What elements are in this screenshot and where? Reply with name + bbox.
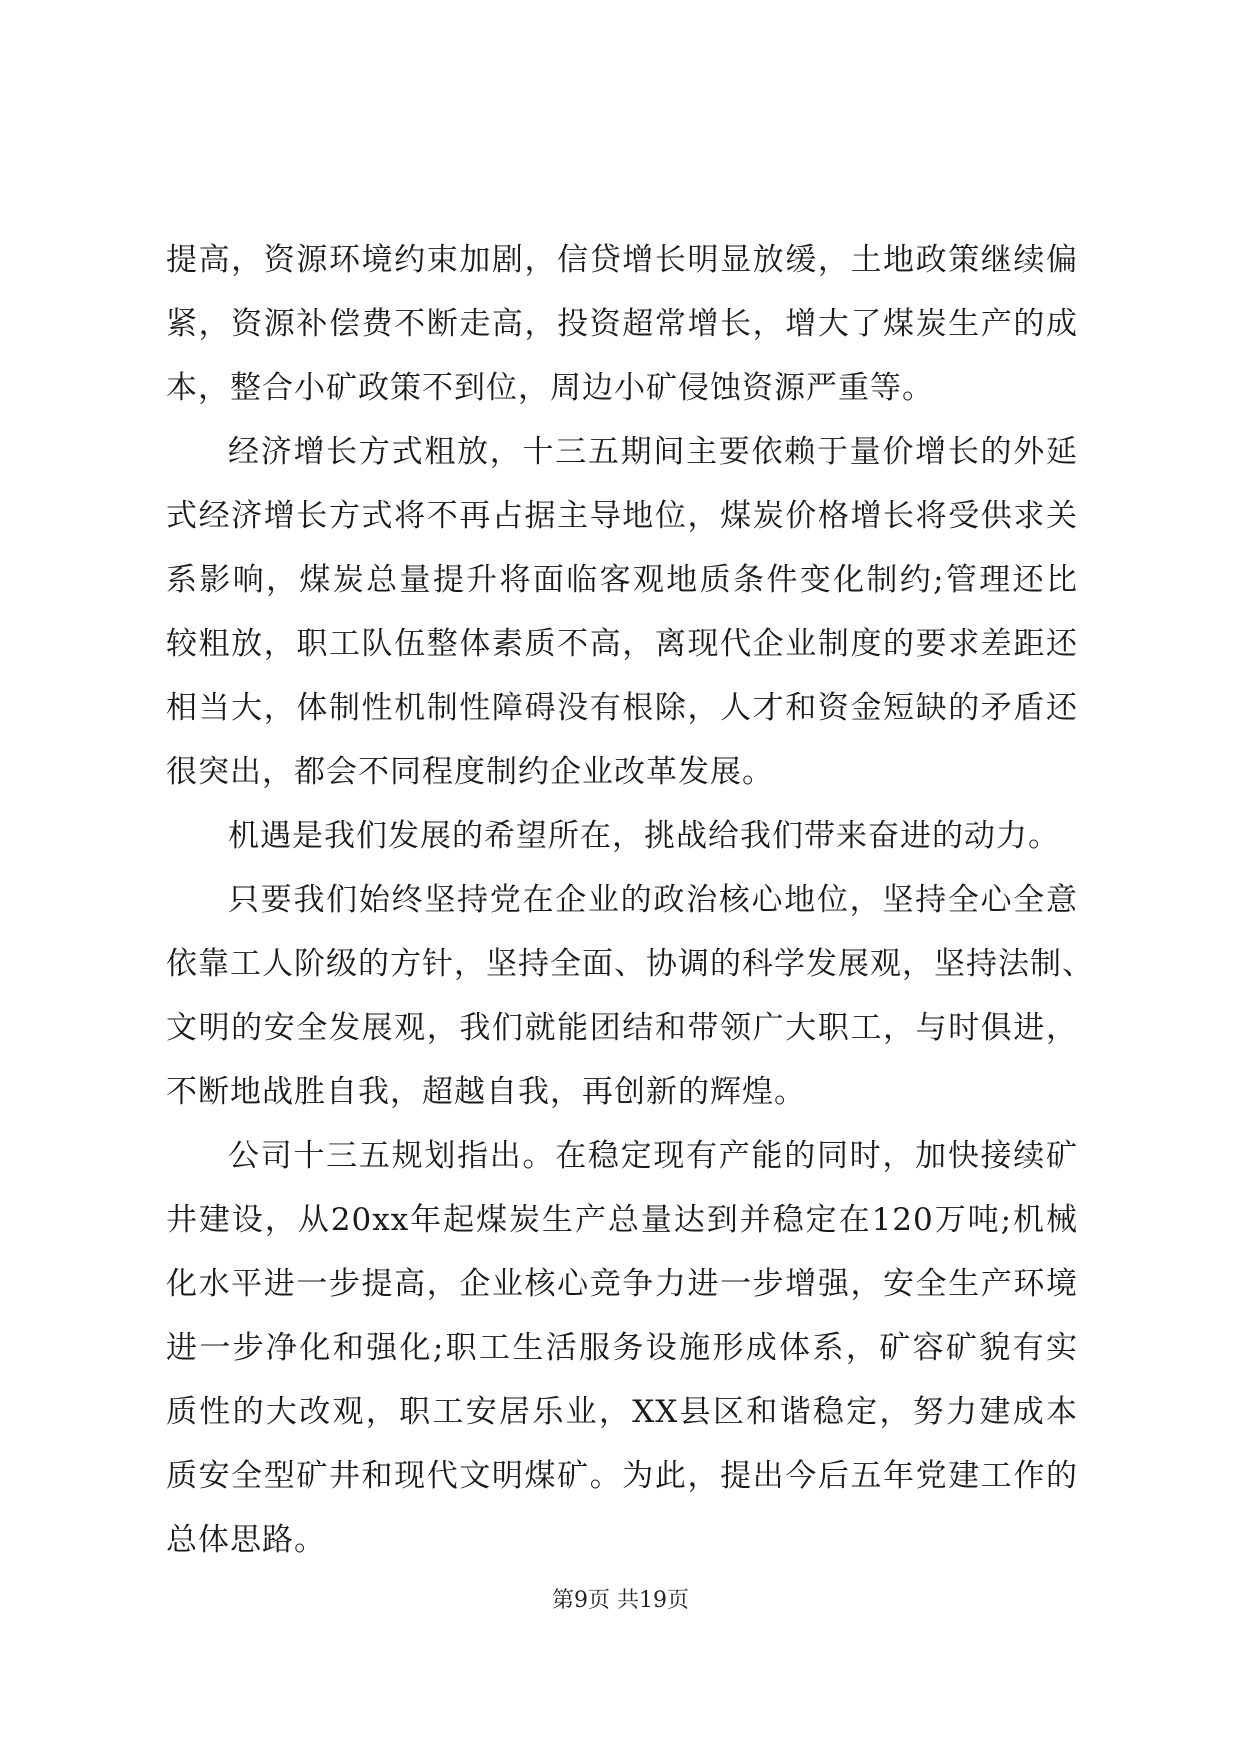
text-line: 系影响，煤炭总量提升将面临客观地质条件变化制约;管理还比 [166,562,1078,598]
text-line: 化水平进一步提高，企业核心竞争力进一步增强，安全生产环境 [166,1266,1078,1302]
paragraph-first-line: 经济增长方式粗放，十三五期间主要依赖于量价增长的外延 [228,434,1078,470]
page-number-footer: 第9页 共19页 [552,1588,689,1613]
text-line: 紧，资源补偿费不断走高，投资超常增长，增大了煤炭生产的成 [166,306,1078,342]
text-line: 总体思路。 [166,1522,326,1558]
text-line: 提高，资源环境约束加剧，信贷增长明显放缓，土地政策继续偏 [166,242,1078,278]
body-text [166,228,1094,1572]
text-line: 依靠工人阶级的方针，坚持全面、协调的科学发展观，坚持法制、 [166,946,1094,982]
text-line: 进一步净化和强化;职工生活服务设施形成体系，矿容矿貌有实 [166,1330,1078,1366]
text-line: 本，整合小矿政策不到位，周边小矿侵蚀资源严重等。 [166,370,934,406]
paragraph-first-line: 机遇是我们发展的希望所在，挑战给我们带来奋进的动力。 [228,818,1060,854]
paragraph-first-line: 公司十三五规划指出。在稳定现有产能的同时，加快接续矿 [228,1138,1078,1174]
text-line: 文明的安全发展观，我们就能团结和带领广大职工，与时俱进， [166,1010,1078,1046]
text-line: 质安全型矿井和现代文明煤矿。为此，提出今后五年党建工作的 [166,1458,1078,1494]
text-line: 很突出，都会不同程度制约企业改革发展。 [166,754,774,790]
paragraph-first-line: 只要我们始终坚持党在企业的政治核心地位，坚持全心全意 [228,882,1078,918]
text-line: 较粗放，职工队伍整体素质不高，离现代企业制度的要求差距还 [166,626,1078,662]
text-line: 不断地战胜自我，超越自我，再创新的辉煌。 [166,1074,806,1110]
text-line: 质性的大改观，职工安居乐业，XX县区和谐稳定，努力建成本 [166,1394,1078,1430]
text-line: 相当大，体制性机制性障碍没有根除，人才和资金短缺的矛盾还 [166,690,1078,726]
text-line: 式经济增长方式将不再占据主导地位，煤炭价格增长将受供求关 [166,498,1078,534]
text-line: 井建设，从20xx年起煤炭生产总量达到并稳定在120万吨;机械 [166,1202,1078,1238]
